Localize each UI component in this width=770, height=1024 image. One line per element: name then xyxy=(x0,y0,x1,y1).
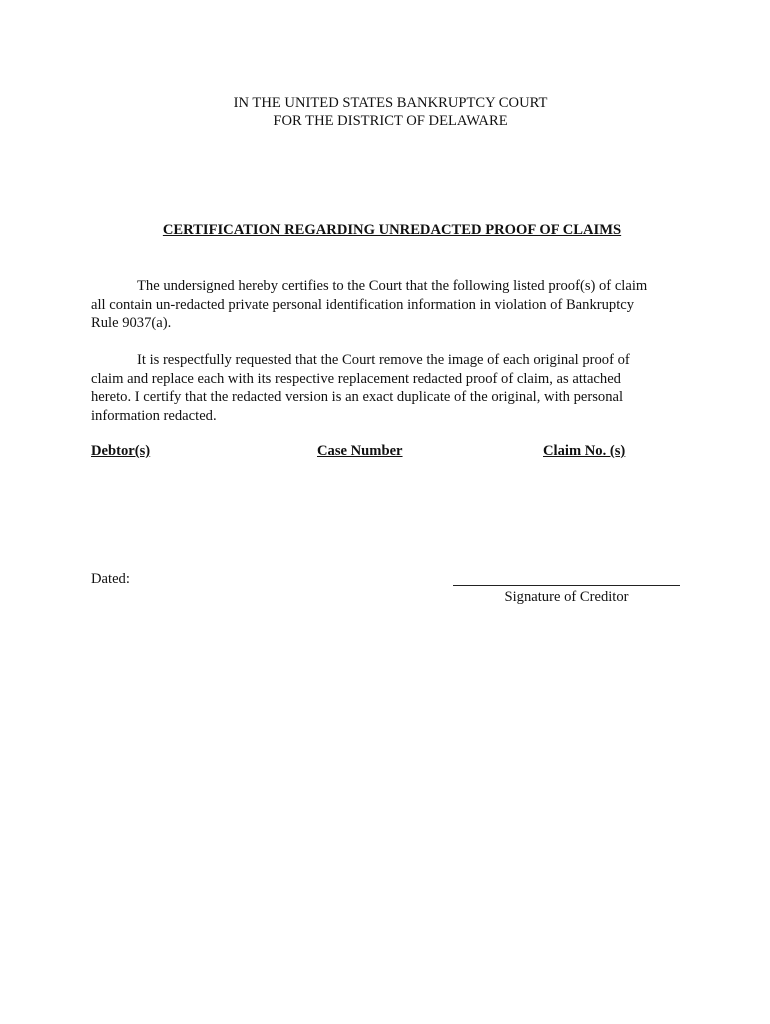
paragraph-line: claim and replace each with its respective replacement redacted proof of claim, as attached xyxy=(91,370,621,387)
dated-label: Dated: xyxy=(91,571,130,587)
paragraph-line: It is respectfully requested that the Court remove the image of each original proof of xyxy=(137,352,630,368)
court-name-line: IN THE UNITED STATES BANKRUPTCY COURT xyxy=(233,95,548,111)
court-header xyxy=(0,94,770,130)
certification-paragraph xyxy=(91,277,671,333)
paragraph-line: Rule 9037(a). xyxy=(91,315,172,331)
column-header-claim-number: Claim No. (s) xyxy=(543,443,626,459)
column-header-debtor: Debtor(s) xyxy=(91,443,151,459)
paragraph-line: hereto. I certify that the redacted version is an exact duplicate of the original, with personal xyxy=(91,389,624,405)
signature-label: Signature of Creditor xyxy=(504,589,629,605)
signature-line xyxy=(453,585,680,586)
paragraph-line: The undersigned hereby certifies to the Court that the following listed proof(s) of claim xyxy=(137,278,648,294)
column-header-case-number: Case Number xyxy=(317,443,403,459)
paragraph-line: information redacted. xyxy=(91,407,217,424)
document-title: CERTIFICATION REGARDING UNREDACTED PROOF OF CLAIMS xyxy=(162,222,622,238)
court-district-line: FOR THE DISTRICT OF DELAWARE xyxy=(273,113,508,129)
request-paragraph xyxy=(91,351,671,425)
paragraph-line: all contain un-redacted private personal identification information in violation of Bankruptcy xyxy=(91,296,635,313)
